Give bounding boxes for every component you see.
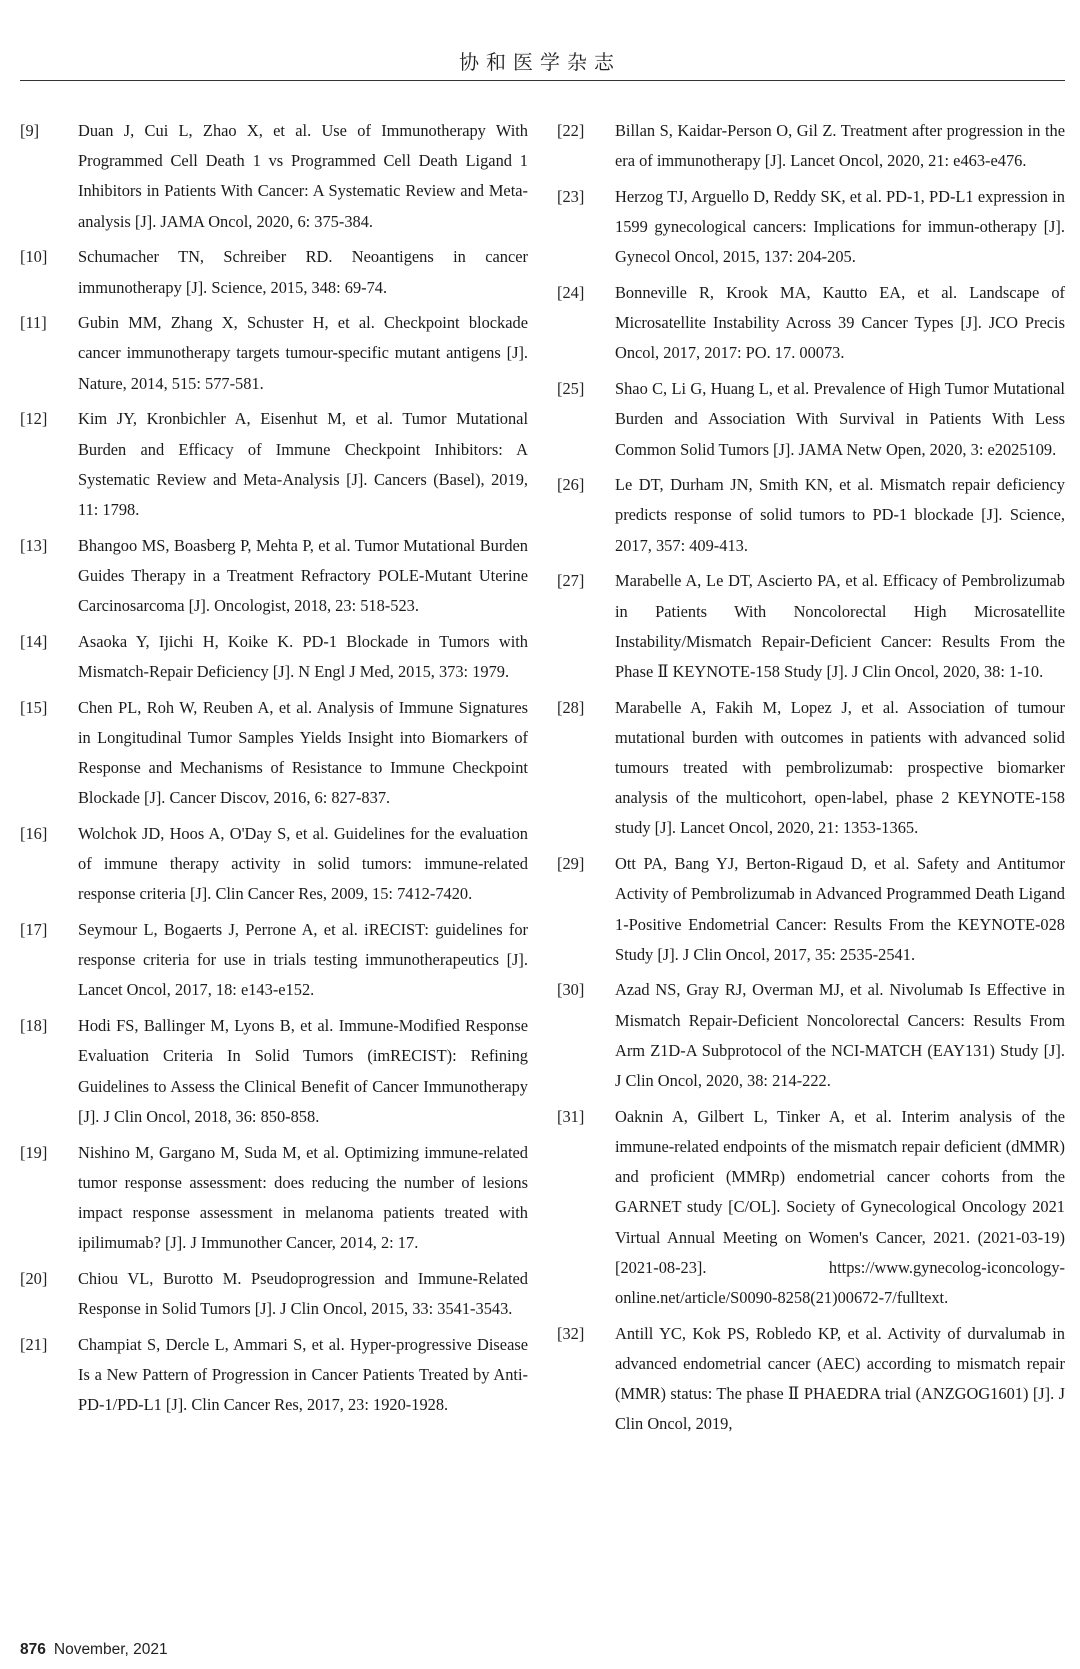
reference-item bbox=[557, 1319, 1065, 1440]
reference-text: Chiou VL, Burotto M. Pseudoprogression and Immune-Related Response in Solid Tumors [J]. J Clin Oncol, 2015, 33: 3541-3543. bbox=[78, 1268, 528, 1319]
reference-number: [9] bbox=[20, 121, 40, 140]
reference-item bbox=[20, 116, 528, 237]
reference-number: [12] bbox=[20, 409, 48, 429]
reference-item bbox=[557, 849, 1065, 970]
reference-item bbox=[557, 1102, 1065, 1313]
reference-text: Nishino M, Gargano M, Suda M, et al. Optimizing immune-related tumor response assessment: does reducing the number of lesions impact response assessment in melanoma patients treated with ipilimumab? [J]. J Immunother Cancer, 2014, 2: 17. bbox=[78, 1142, 528, 1253]
reference-number: [31] bbox=[557, 1106, 585, 1126]
reference-text: Seymour L, Bogaerts J, Perrone A, et al. iRECIST: guidelines for response criteria for use in trials testing immunotherapeutics [J]. Lancet Oncol, 2017, 18: e143-e152. bbox=[78, 920, 528, 1000]
reference-item bbox=[20, 627, 528, 687]
reference-text: Gubin MM, Zhang X, Schuster H, et al. Checkpoint blockade cancer immunotherapy targets tumour-specific mutant antigens [J]. Nature, 2014, 515: 577-581. bbox=[78, 313, 528, 393]
reference-text: Champiat S, Dercle L, Ammari S, et al. Hyper-progressive Disease Is a New Pattern of Progression in Cancer Patients Treated by Anti-PD-1/PD-L1 [J]. Clin Cancer Res, 2017, 23: 1920-1928. bbox=[78, 1334, 528, 1415]
reference-item bbox=[557, 470, 1065, 561]
reference-number: [11] bbox=[20, 313, 47, 333]
reference-number: [24] bbox=[557, 283, 585, 303]
page-footer bbox=[20, 1641, 168, 1659]
reference-number: [22] bbox=[557, 121, 585, 140]
reference-item bbox=[557, 693, 1065, 844]
reference-item bbox=[20, 915, 528, 1006]
reference-item bbox=[20, 1264, 528, 1324]
reference-text: Hodi FS, Ballinger M, Lyons B, et al. Immune-Modified Response Evaluation Criteria In Solid Tumors (imRECIST): Refining Guidelines to Assess the Clinical Benefit of Cancer Immunotherapy [J]. J Clin Oncol, 2018, 36: 850-858. bbox=[78, 1016, 528, 1126]
reference-text: Duan J, Cui L, Zhao X, et al. Use of Immunotherapy With Programmed Cell Death 1 vs Programmed Cell Death Ligand 1 Inhibitors in Patients With Cancer: A Systematic Review and Meta-analysis [J]. JAMA Oncol, 2020, 6: 375-384. bbox=[78, 121, 528, 231]
reference-number: [20] bbox=[20, 1268, 48, 1288]
reference-item bbox=[20, 1138, 528, 1259]
reference-number: [25] bbox=[557, 379, 585, 399]
reference-number: [17] bbox=[20, 920, 48, 940]
reference-item bbox=[20, 242, 528, 302]
reference-text: Kim JY, Kronbichler A, Eisenhut M, et al. Tumor Mutational Burden and Efficacy of Immune Checkpoint Inhibitors: A Systematic Review and Meta-Analysis [J]. Cancers (Basel), 2019, 11: 1798. bbox=[78, 409, 528, 519]
reference-number: [14] bbox=[20, 631, 48, 651]
page-header bbox=[0, 0, 1080, 81]
page-number: 876 bbox=[20, 1641, 46, 1658]
reference-number: [27] bbox=[557, 571, 585, 591]
reference-number: [30] bbox=[557, 980, 585, 1000]
reference-text: Azad NS, Gray RJ, Overman MJ, et al. Nivolumab Is Effective in Mismatch Repair-Deficient Noncolorectal Cancers: Results From Arm Z1D-A Subprotocol of the NCI-MATCH (EAY131) Study [J]. J Clin Oncol, 2020, 38: 214-222. bbox=[615, 980, 1065, 1091]
reference-text: Asaoka Y, Ijichi H, Koike K. PD-1 Blockade in Tumors with Mismatch-Repair Deficiency [J]. N Engl J Med, 2015, 373: 1979. bbox=[78, 631, 528, 681]
reference-number: [13] bbox=[20, 535, 48, 555]
reference-column-left bbox=[20, 116, 528, 1426]
reference-item bbox=[557, 182, 1065, 273]
reference-item bbox=[20, 1011, 528, 1132]
reference-number: [32] bbox=[557, 1323, 585, 1343]
issue-date: November, 2021 bbox=[53, 1641, 168, 1658]
reference-text: Schumacher TN, Schreiber RD. Neoantigens in cancer immunotherapy [J]. Science, 2015, 348: 69-74. bbox=[78, 247, 528, 297]
reference-number: [23] bbox=[557, 186, 585, 206]
reference-number: [16] bbox=[20, 823, 48, 843]
reference-text: Marabelle A, Le DT, Ascierto PA, et al. Efficacy of Pembrolizumab in Patients With Noncolorectal High Microsatellite Instability/Mismatch Repair-Deficient Cancer: Results From the Phase Ⅱ KEYNOTE-158 Study [J]. J Clin Oncol, 2020, 38: 1-10. bbox=[615, 571, 1065, 681]
reference-item bbox=[20, 819, 528, 910]
reference-item bbox=[557, 975, 1065, 1096]
reference-text: Bhangoo MS, Boasberg P, Mehta P, et al. Tumor Mutational Burden Guides Therapy in a Treatment Refractory POLE-Mutant Uterine Carcinosarcoma [J]. Oncologist, 2018, 23: 518-523. bbox=[78, 535, 528, 616]
reference-item bbox=[557, 374, 1065, 465]
reference-number: [18] bbox=[20, 1016, 48, 1036]
journal-title: 协和医学杂志 bbox=[459, 50, 621, 74]
reference-text: Chen PL, Roh W, Reuben A, et al. Analysis of Immune Signatures in Longitudinal Tumor Samples Yields Insight into Biomarkers of Response and Mechanisms of Resistance to Immune Checkpoint Blockade [J]. Cancer Discov, 2016, 6: 827-837. bbox=[78, 697, 528, 808]
reference-text: Marabelle A, Fakih M, Lopez J, et al. Association of tumour mutational burden with outcomes in patients with advanced solid tumours treated with pembrolizumab: prospective biomarker analysis of the multicohort, open-label, phase 2 KEYNOTE-158 study [J]. Lancet Oncol, 2020, 21: 1353-1365. bbox=[615, 697, 1065, 838]
reference-text: Antill YC, Kok PS, Robledo KP, et al. Activity of durvalumab in advanced endometrial cancer (AEC) according to mismatch repair (MMR) status: The phase Ⅱ PHAEDRA trial (ANZGOG1601) [J]. J Clin Oncol, 2019, bbox=[615, 1323, 1065, 1434]
reference-item bbox=[557, 116, 1065, 176]
reference-item bbox=[20, 308, 528, 399]
reference-text: Billan S, Kaidar-Person O, Gil Z. Treatment after progression in the era of immunotherapy [J]. Lancet Oncol, 2020, 21: e463-e476. bbox=[615, 121, 1065, 171]
reference-item bbox=[20, 404, 528, 525]
reference-number: [29] bbox=[557, 854, 585, 874]
reference-number: [21] bbox=[20, 1334, 48, 1354]
reference-text: Le DT, Durham JN, Smith KN, et al. Mismatch repair deficiency predicts response of solid tumors to PD-1 blockade [J]. Science, 2017, 357: 409-413. bbox=[615, 475, 1065, 555]
reference-number: [26] bbox=[557, 475, 585, 495]
reference-text: Bonneville R, Krook MA, Kautto EA, et al. Landscape of Microsatellite Instability Across 39 Cancer Types [J]. JCO Precis Oncol, 2017, 2017: PO. 17. 00073. bbox=[615, 283, 1065, 363]
header-rule bbox=[20, 80, 1065, 81]
reference-text: Shao C, Li G, Huang L, et al. Prevalence of High Tumor Mutational Burden and Association With Survival in Patients With Less Common Solid Tumors [J]. JAMA Netw Open, 2020, 3: e2025109. bbox=[615, 379, 1065, 459]
reference-item bbox=[20, 693, 528, 814]
reference-item bbox=[20, 1330, 528, 1421]
reference-number: [15] bbox=[20, 697, 48, 717]
reference-item bbox=[20, 531, 528, 622]
reference-item bbox=[557, 566, 1065, 687]
reference-text: Ott PA, Bang YJ, Berton-Rigaud D, et al. Safety and Antitumor Activity of Pembrolizumab in Advanced Programmed Death Ligand 1-Positive Endometrial Cancer: Results From the KEYNOTE-028 Study [J]. J Clin Oncol, 2017, 35: 2535-2541. bbox=[615, 854, 1065, 964]
reference-number: [28] bbox=[557, 697, 585, 717]
reference-column-right bbox=[557, 116, 1065, 1445]
reference-text: Herzog TJ, Arguello D, Reddy SK, et al. PD-1, PD-L1 expression in 1599 gynecological cancers: Implications for immun-otherapy [J]. Gynecol Oncol, 2015, 137: 204-205. bbox=[615, 186, 1065, 267]
reference-item bbox=[557, 278, 1065, 369]
reference-number: [19] bbox=[20, 1142, 48, 1162]
reference-text: Wolchok JD, Hoos A, O'Day S, et al. Guidelines for the evaluation of immune therapy activity in solid tumors: immune-related response criteria [J]. Clin Cancer Res, 2009, 15: 7412-7420. bbox=[78, 823, 528, 904]
reference-number: [10] bbox=[20, 247, 48, 267]
reference-text: Oaknin A, Gilbert L, Tinker A, et al. Interim analysis of the immune-related endpoints of the mismatch repair deficient (dMMR) and proficient (MMRp) endometrial cancer cohorts from the GARNET study [C/OL]. Society of Gynecological Oncology 2021 Virtual Annual Meeting on Women's Cancer, 2021. (2021-03-19) [2021-08-23]. https://www.gynecolog-iconcology-online.net/article/S0090-8258(21)00672-7/fulltext. bbox=[615, 1106, 1065, 1308]
